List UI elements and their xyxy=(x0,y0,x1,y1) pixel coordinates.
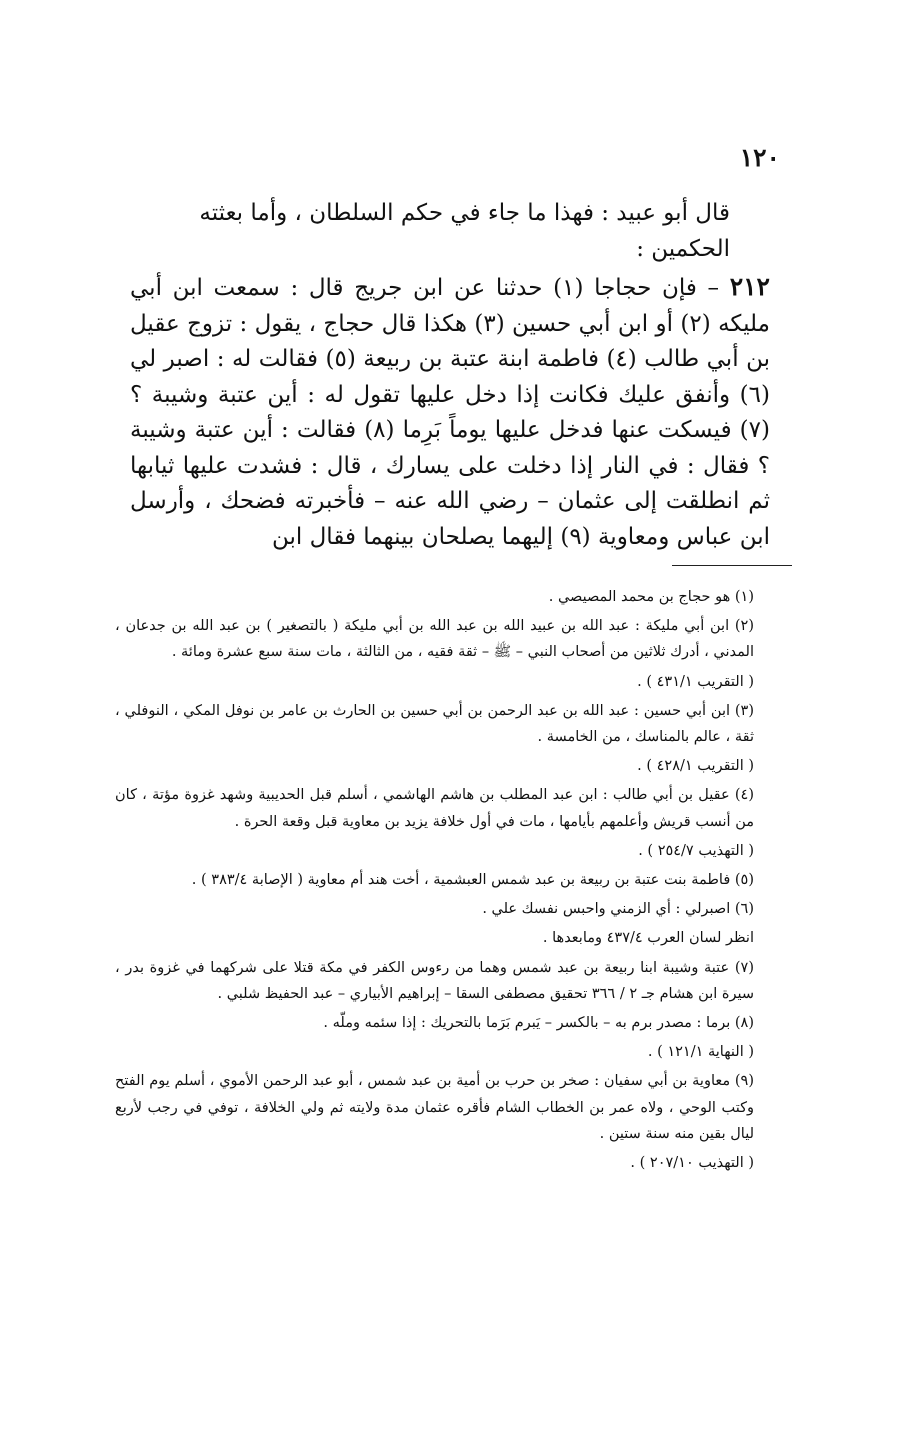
footnotes xyxy=(115,584,780,1179)
footnote-4: (٤) عقيل بن أبي طالب : ابن عبد المطلب بن هاشم الهاشمي ، أسلم قبل الحديبية وشهد غزوة مؤتة ، كان من أنسب قريش وأعلمهم بأيامها ، مات في أول خلافة يزيد بن معاوية قبل وقعة الحرة . xyxy=(115,787,754,830)
section-heading: قال أبو عبيد : فهذا ما جاء في حكم السلطان ، وأما بعثته الحكمين : xyxy=(199,200,730,262)
footnote-9-reference: ( التهذيب ٢٠٧/١٠ ) . xyxy=(630,1155,754,1172)
main-text xyxy=(130,196,770,555)
footnote-2-reference: ( التقريب ٤٣١/١ ) . xyxy=(637,673,754,690)
hadith-body: – فإن حجاجا (١) حدثنا عن ابن جريج قال : سمعت ابن أبي مليكه (٢) أو ابن أبي حسين (٣) هكذا قال حجاج ، يقول : تزوج عقيل بن أبي طالب (٤) فاطمة ابنة عتبة بن ربيعة (٥) فقالت له : اصبر لي (٦) وأنفق عليك فكانت إذا دخل عليها تقول له : أين عتبة وشيبة ؟ (٧) فيسكت عنها فدخل عليها يوماً بَرِما (٨) فقالت : أين عتبة وشيبة ؟ فقال : في النار إذا دخلت على يسارك ، قال : فشدت عليها ثيابها ثم انطلقت إلى عثمان – رضي الله عنه – فأخبرته فضحك ، وأرسل ابن عباس ومعاوية (٩) إليهما يصلحان بينهما فقال ابن xyxy=(130,275,770,550)
footnote-6-reference: انظر لسان العرب ٤٣٧/٤ ومابعدها . xyxy=(542,930,754,947)
footnote-1: (١) هو حجاج بن محمد المصيصي . xyxy=(548,589,754,605)
footnote-9: (٩) معاوية بن أبي سفيان : صخر بن حرب بن أمية بن عبد شمس ، أبو عبد الرحمن الأموي ، أسلم يوم الفتح وكتب الوحي ، ولاه عمر بن الخطاب الشام فأقره عثمان مدة ولايته ثم ولي الخلافة ، توفي في رجب لأربع ليال بقين منه سنة ستين . xyxy=(115,1073,754,1142)
footnote-4-reference: ( التهذيب ٢٥٤/٧ ) . xyxy=(638,842,754,859)
footnote-6: (٦) اصبرلي : أي الزمني واحبس نفسك علي . xyxy=(482,901,754,918)
hadith-number: ٢١٢ xyxy=(729,272,770,301)
footnote-5: (٥) فاطمة بنت عتبة بن ربيعة بن عبد شمس العبشمية ، أخت هند أم معاوية ( الإصابة ٣٨٣/٤ ) . xyxy=(191,872,754,889)
footnote-8: (٨) برما : مصدر برم به – بالكسر – يَبرم بَرَما بالتحريك : إذا سئمه وملّه . xyxy=(323,1015,754,1032)
footnote-8-reference: ( النهاية ١٢١/١ ) . xyxy=(647,1044,754,1061)
hadith-paragraph xyxy=(130,269,770,555)
footnote-3-reference: ( التقريب ٤٢٨/١ ) . xyxy=(637,758,754,775)
footnote-2: (٢) ابن أبي مليكة : عبد الله بن عبيد الله بن عبد الله بن أبي مليكة ( بالتصغير ) بن عبد الله بن جدعان ، المدني ، أدرك ثلاثين من أصحاب النبي – ﷺ – ثقة فقيه ، من الثالثة ، مات سنة سبع عشرة ومائة . xyxy=(115,618,754,661)
footnote-7: (٧) عتبة وشيبة ابنا ربيعة بن عبد شمس وهما من رءوس الكفر في مكة قتلا على شركهما في غزوة بدر ، سيرة ابن هشام جـ ٢ / ٣٦٦ تحقيق مصطفى السقا – إبراهيم الأبياري – عبد الحفيظ شلبي . xyxy=(115,959,754,1002)
footnote-3: (٣) ابن أبي حسين : عبد الله بن عبد الرحمن بن أبي حسين بن الحارث بن عامر بن نوفل المكي ، النوفلي ، ثقة ، عالم بالمناسك ، من الخامسة . xyxy=(115,702,754,746)
footnote-divider xyxy=(672,565,792,566)
page-number: ١٢٠ xyxy=(739,143,780,172)
